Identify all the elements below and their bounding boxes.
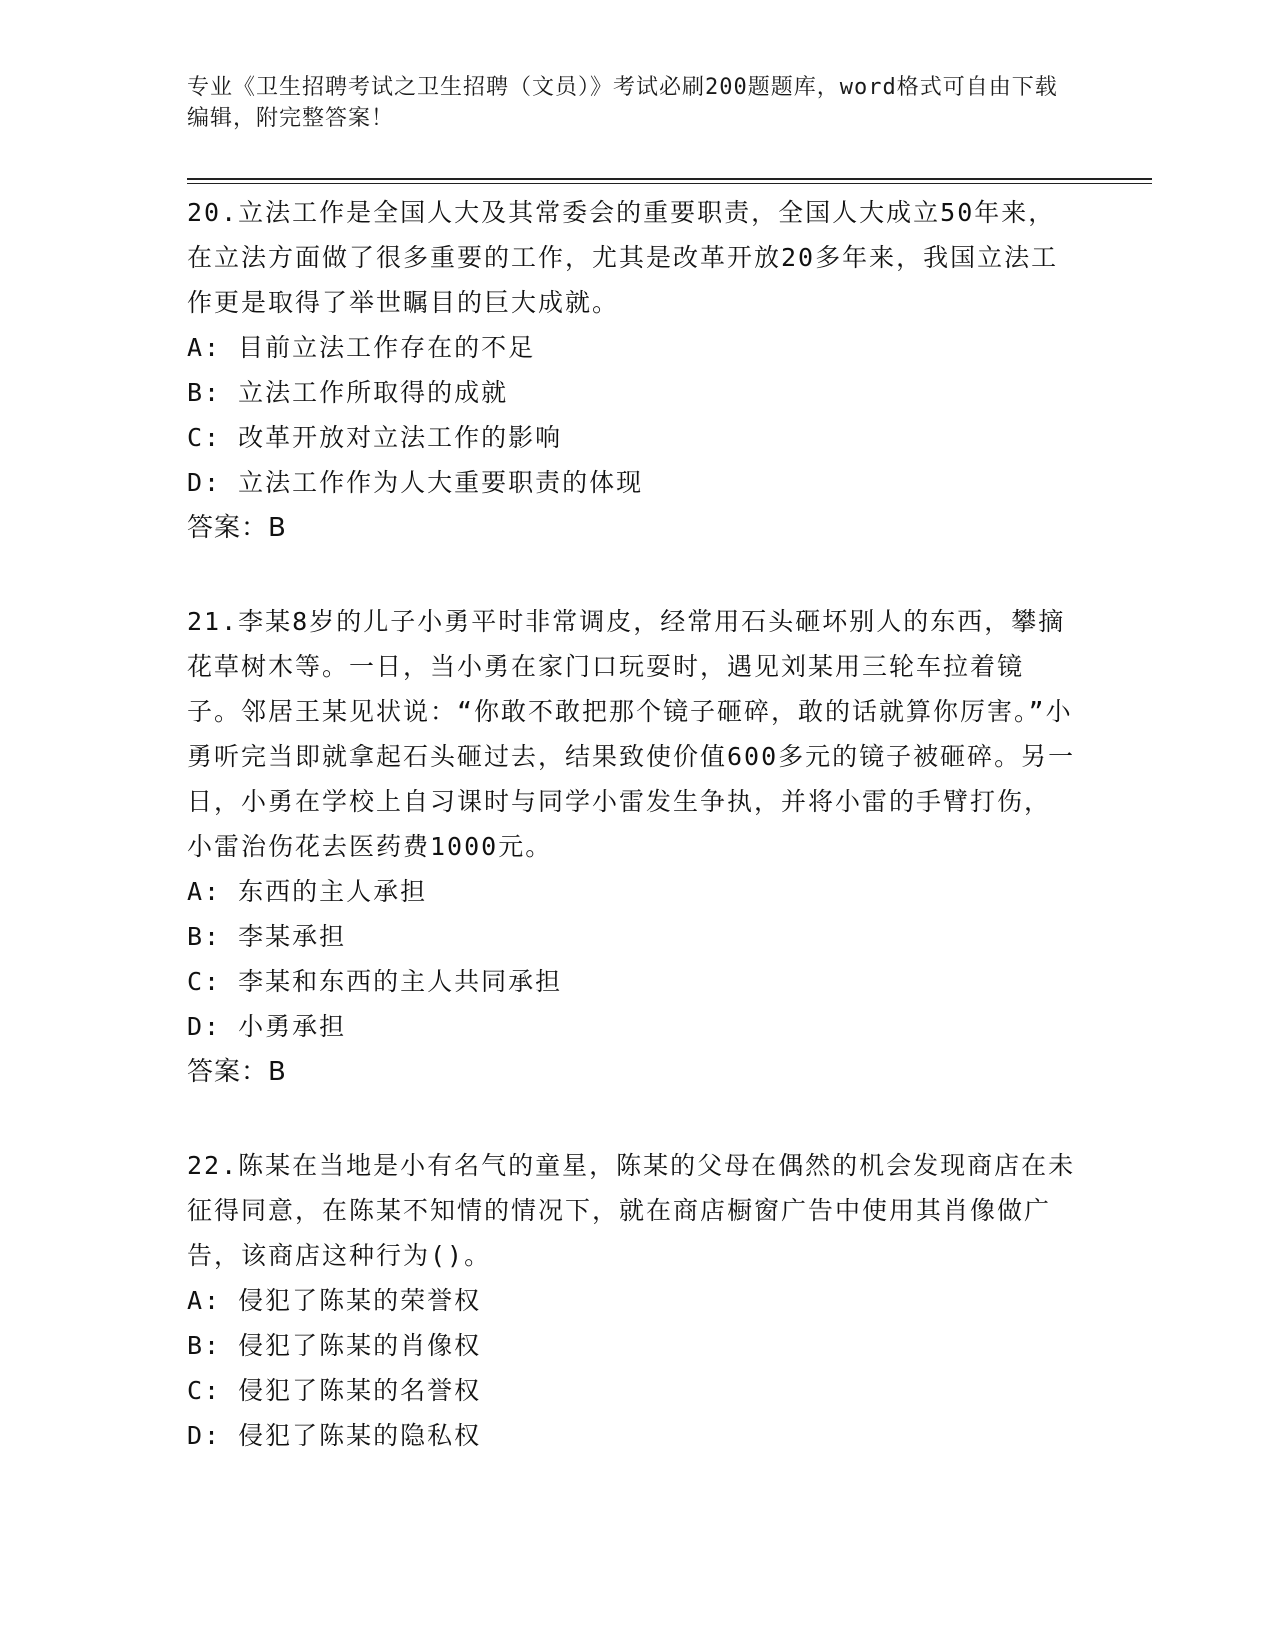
question-20: [187, 190, 1077, 551]
question-22: [187, 1143, 1077, 1458]
question-21: [187, 599, 1077, 1095]
option-c: C: 侵犯了陈某的名誉权: [187, 1376, 482, 1405]
option-c: C: 李某和东西的主人共同承担: [187, 967, 563, 996]
answer-line: 答案：B: [187, 513, 287, 543]
answer-line: 答案：B: [187, 1057, 287, 1087]
question-list: [187, 190, 1077, 1506]
document-header: 专业《卫生招聘考试之卫生招聘（文员）》考试必刷200题题库，word格式可自由下载编辑，附完整答案！: [187, 75, 1058, 131]
option-a: A: 侵犯了陈某的荣誉权: [187, 1286, 482, 1315]
option-b: B: 立法工作所取得的成就: [187, 378, 509, 407]
option-b: B: 李某承担: [187, 922, 347, 951]
option-d: D: 小勇承担: [187, 1012, 347, 1041]
header-divider-thin: [187, 183, 1152, 184]
option-d: D: 立法工作作为人大重要职责的体现: [187, 468, 644, 497]
option-b: B: 侵犯了陈某的肖像权: [187, 1331, 482, 1360]
option-a: A: 目前立法工作存在的不足: [187, 333, 536, 362]
option-d: D: 侵犯了陈某的隐私权: [187, 1421, 482, 1450]
option-a: A: 东西的主人承担: [187, 877, 428, 906]
option-c: C: 改革开放对立法工作的影响: [187, 423, 563, 452]
question-stem: 20.立法工作是全国人大及其常委会的重要职责，全国人大成立50年来，在立法方面做了很多重要的工作，尤其是改革开放20多年来，我国立法工作更是取得了举世瞩目的巨大成就。: [187, 198, 1059, 317]
question-stem: 22.陈某在当地是小有名气的童星，陈某的父母在偶然的机会发现商店在未征得同意，在陈某不知情的情况下，就在商店橱窗广告中使用其肖像做广告，该商店这种行为()。: [187, 1151, 1076, 1270]
header-divider-thick: [187, 178, 1152, 180]
question-stem: 21.李某8岁的儿子小勇平时非常调皮，经常用石头砸坏别人的东西，攀摘花草树木等。一日，当小勇在家门口玩耍时，遇见刘某用三轮车拉着镜子。邻居王某见状说：“你敢不敢把那个镜子砸碎，敢的话就算你厉害。”小勇听完当即就拿起石头砸过去，结果致使价值600多元的镜子被砸碎。另一日，小勇在学校上自习课时与同学小雷发生争执，并将小雷的手臂打伤，小雷治伤花去医药费1000元。: [187, 607, 1076, 861]
